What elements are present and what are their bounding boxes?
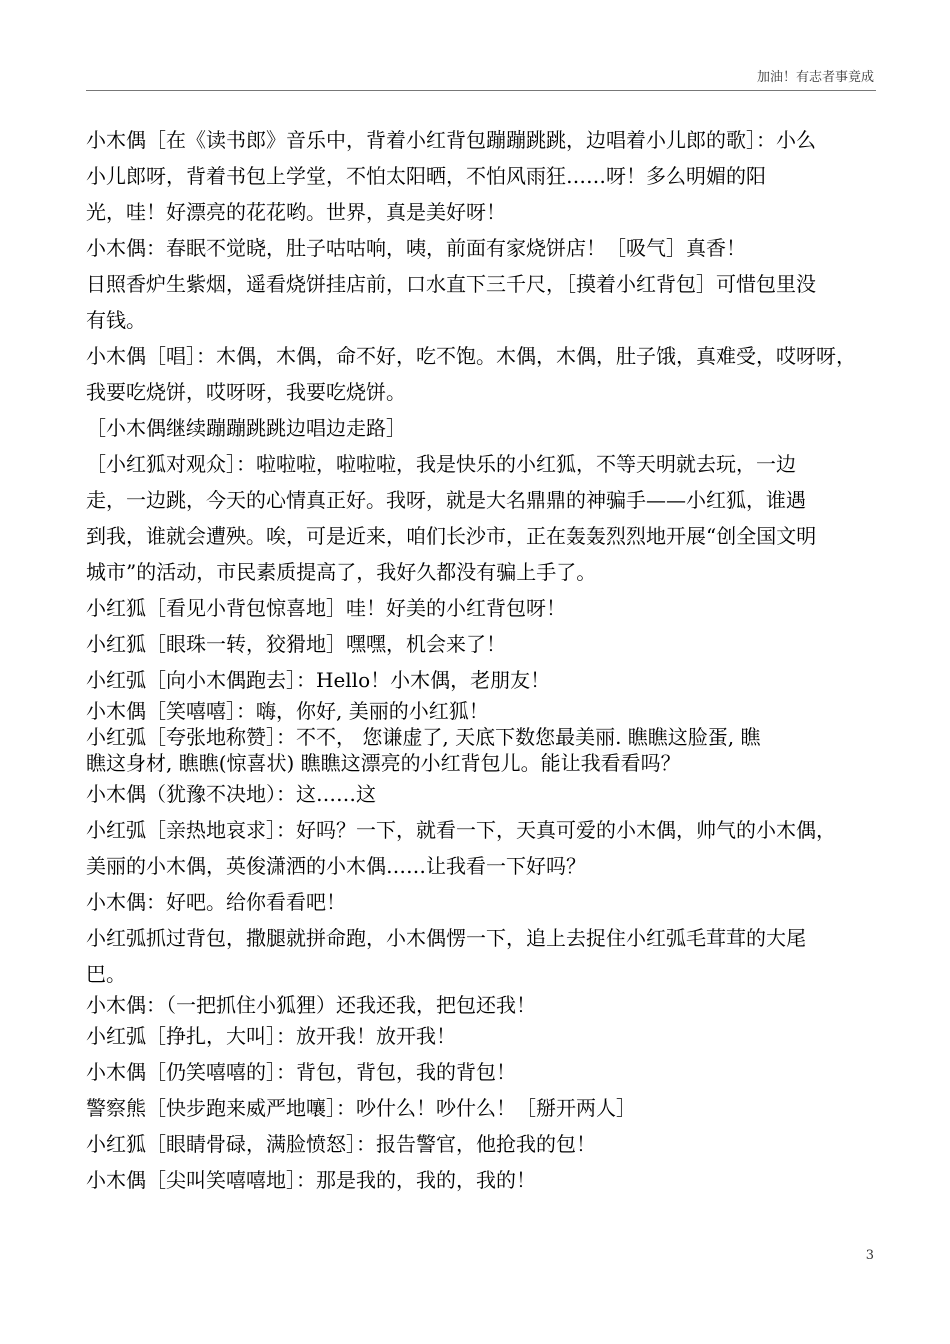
- text-line: 小木偶［尖叫笑嘻嘻地］：那是我的，我的，我的！: [86, 1168, 536, 1192]
- text-line: 小红弧［挣扎，大叫］：放开我！放开我！: [86, 1024, 456, 1048]
- text-line: 小木偶（犹豫不决地）：这……这: [86, 782, 376, 806]
- text-line: 城市”的活动，市民素质提高了，我好久都没有骗上手了。: [86, 560, 597, 584]
- text-line: 小木偶：好吧。给你看看吧！: [86, 890, 346, 914]
- text-line: 警察熊［快步跑来威严地嚷］：吵什么！吵什么！［掰开两人］: [86, 1096, 636, 1120]
- text-line: 小儿郎呀，背着书包上学堂，不怕太阳晒，不怕风雨狂……呀！多么明媚的阳: [86, 164, 766, 188]
- text-line: 走，一边跳，今天的心情真正好。我呀，就是大名鼎鼎的神骗手——小红狐，谁遇: [86, 488, 806, 512]
- text-line: 到我，谁就会遭殃。唉，可是近来，咱们长沙市，正在轰轰烈烈地开展“创全国文明: [86, 524, 817, 548]
- text-line: 小红狐［眼珠一转，狡猾地］嘿嘿，机会来了！: [86, 632, 506, 656]
- text-line: 小木偶：（一把抓住小狐狸）还我还我，把包还我！: [86, 993, 536, 1017]
- document-body: [86, 122, 878, 1198]
- text-line: 日照香炉生紫烟，遥看烧饼挂店前，口水直下三千尺，［摸着小红背包］可惜包里没: [86, 272, 816, 296]
- text-line: 小木偶：春眠不觉晓，肚子咕咕响，咦，前面有家烧饼店！［吸气］真香！: [86, 236, 746, 260]
- text-line: 小红弧［夸张地称赞］：不不， 您谦虚了, 天底下数您最美丽. 瞧瞧这脸蛋, 瞧: [86, 725, 761, 749]
- text-line: 小木偶［笑嘻嘻］：嗨，你好, 美丽的小红狐！: [86, 699, 489, 723]
- text-line: 巴。: [86, 962, 126, 986]
- text-line: 有钱。: [86, 308, 146, 332]
- header-motto: 加油！有志者事竟成: [756, 70, 874, 85]
- text-line: 小红狐［看见小背包惊喜地］哇！好美的小红背包呀！: [86, 596, 566, 620]
- text-line: 我要吃烧饼，哎呀呀，我要吃烧饼。: [86, 380, 406, 404]
- text-line: 小木偶［仍笑嘻嘻的］：背包，背包，我的背包！: [86, 1060, 516, 1084]
- text-line: 小红狐［眼睛骨碌，满脸愤怒］：报告警官，他抢我的包！: [86, 1132, 596, 1156]
- text-line: ［小木偶继续蹦蹦跳跳边唱边走路］: [86, 416, 406, 440]
- text-line: 小红弧［亲热地哀求］：好吗？一下，就看一下，天真可爱的小木偶，帅气的小木偶，: [86, 818, 836, 842]
- text-line: 瞧这身材, 瞧瞧(惊喜状) 瞧瞧这漂亮的小红背包儿。能让我看看吗？: [86, 751, 681, 775]
- text-line: 小木偶［唱］：木偶，木偶，命不好，吃不饱。木偶，木偶，肚子饿，真难受，哎呀呀，: [86, 344, 856, 368]
- text-line: 小红弧［向小木偶跑去］：Hello！小木偶，老朋友！: [86, 668, 551, 692]
- text-line: 小红弧抓过背包，撒腿就拼命跑，小木偶愣一下，追上去捉住小红弧毛茸茸的大尾: [86, 926, 806, 950]
- page-number: 3: [865, 1248, 874, 1263]
- text-line: 小木偶［在《读书郎》音乐中，背着小红背包蹦蹦跳跳，边唱着小儿郎的歌］：小么: [86, 128, 816, 152]
- text-line: 光，哇！好漂亮的花花哟。世界，真是美好呀！: [86, 200, 506, 224]
- text-line: ［小红狐对观众］：啦啦啦，啦啦啦，我是快乐的小红狐，不等天明就去玩，一边: [86, 452, 796, 476]
- text-line: 美丽的小木偶，英俊潇洒的小木偶……让我看一下好吗？: [86, 854, 586, 878]
- header-divider: [86, 90, 876, 91]
